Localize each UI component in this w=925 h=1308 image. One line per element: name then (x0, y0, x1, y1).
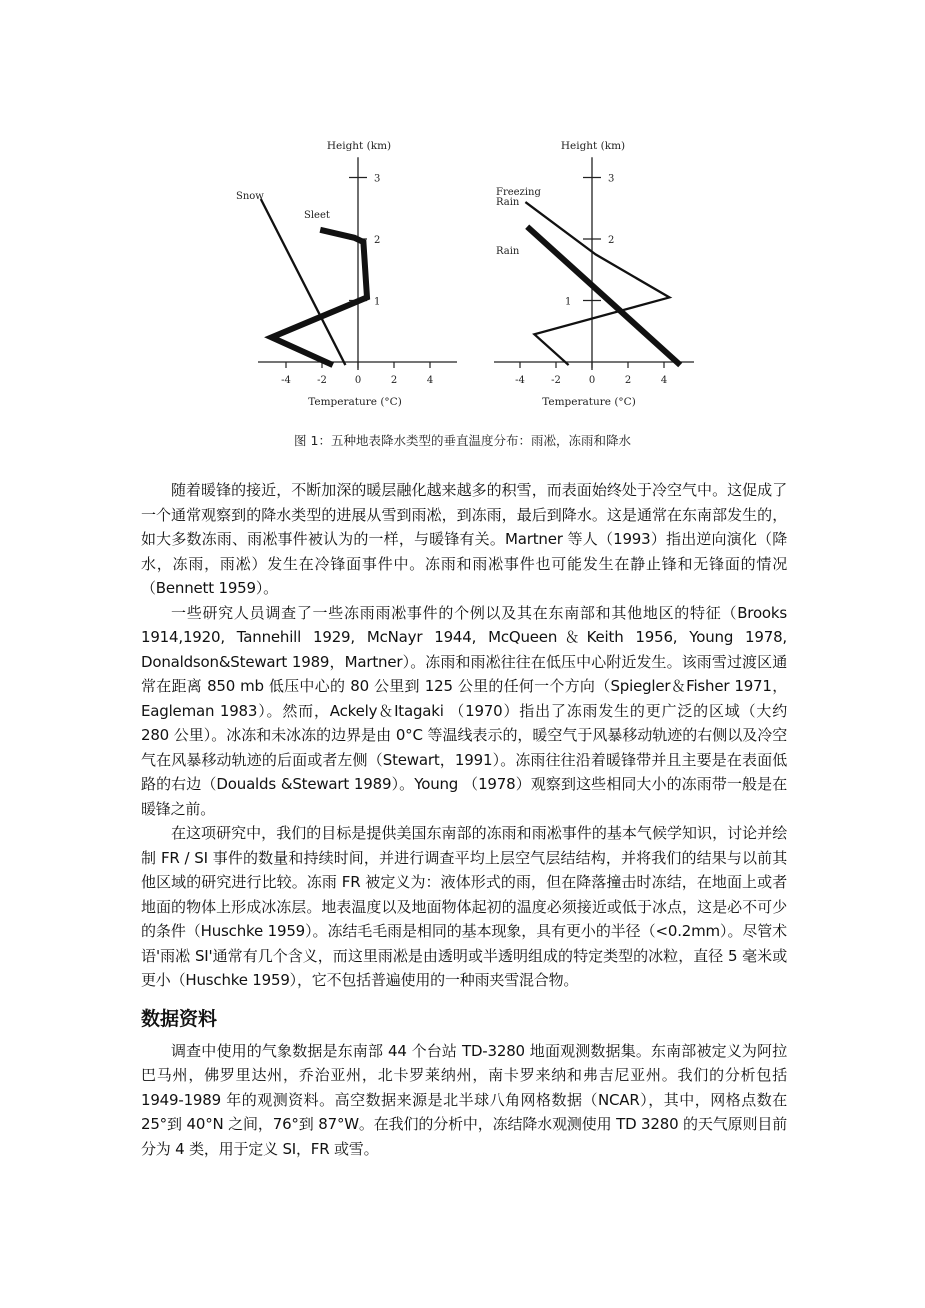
series-label: Sleet (304, 210, 330, 221)
x-tick-label: -2 (551, 375, 561, 386)
series-label: Rain (496, 246, 520, 257)
x-tick-label: -4 (515, 375, 525, 386)
paragraph: 一些研究人员调查了一些冻雨雨凇事件的个例以及其在东南部和其他地区的特征（Brooks 1914,1920, Tannehill 1929, McNayr 1944, McQueen＆Keith 1956, Young 1978, Donaldson&Stewart 1989，Martner）。冻雨和雨凇往往在低压中心附近发生。该雨雪过渡区通常在距离 850 mb 低压中心的 80 公里到 125 公里的任何一个方向（Spiegler＆Fisher 1971，Eagleman 1983）。然而，Ackely＆Itagaki （1970）指出了冻雨发生的更广泛的区域（大约 280 公里）。冰冻和未冰冻的边界是由 0°C 等温线表示的，暖空气于风暴移动轨迹的右侧以及冷空气在风暴移动轨迹的后面或者左侧（Stewart，1991）。冻雨往往沿着暖锋带并且主要是在表面低路的右边（Doualds &Stewart 1989）。Young （1978）观察到这些相同大小的冻雨带一般是在暖锋之前。 (141, 603, 787, 818)
y-tick-label: 3 (608, 173, 615, 185)
y-tick-label: 3 (374, 173, 381, 185)
y-tick-label: 1 (374, 296, 381, 308)
document-body (141, 478, 787, 1161)
x-tick-label: 2 (390, 375, 398, 386)
y-tick-label: 2 (374, 235, 381, 246)
x-tick-label: 0 (354, 375, 362, 386)
paragraph: 随着暖锋的接近，不断加深的暖层融化越来越多的积雪，而表面始终处于冷空气中。这促成了一个通常观察到的降水类型的进展从雪到雨凇，到冻雨，最后到降水。这是通常在东南部发生的，如大多数冻雨、雨凇事件被认为的一样，与暖锋有关。Martner 等人（1993）指出逆向演化（降水，冻雨，雨凇）发生在冷锋面事件中。冻雨和雨凇事件也可能发生在静止锋和无锋面的情况（Bennett 1959）。 (141, 481, 787, 597)
paragraph: 在这项研究中，我们的目标是提供美国东南部的冻雨和雨凇事件的基本气候学知识，讨论并绘制 FR / SI 事件的数量和持续时间，并进行调查平均上层空气层结结构，并将我们的结果与以前其他区域的研究进行比较。冻雨 FR 被定义为：液体形式的雨，但在降落撞击时冻结，在地面上或者地面的物体上形成冰冻层。地表温度以及地面物体起初的温度必须接近或低于冰点，这是必不可少的条件（Huschke 1959）。冻结毛毛雨是相同的基本现象，具有更小的半径（<0.2mm）。尽管术语'雨凇 SI'通常有几个含义，而这里雨凇是由透明或半透明组成的特定类型的冰粒，直径 5 毫米或更小（Huschke 1959），它不包括普遍使用的一种雨夹雪混合物。 (141, 824, 787, 989)
y-axis-label: Height (km) (560, 140, 626, 152)
series-label: Freezing (496, 187, 541, 198)
figure-caption: 图 1：五种地表降水类型的垂直温度分布：雨凇，冻雨和降水 (294, 433, 631, 448)
x-tick-label: -4 (281, 375, 291, 386)
x-tick-label: 2 (624, 375, 632, 386)
x-axis-label: Temperature (°C) (308, 396, 402, 408)
y-axis-label: Height (km) (326, 140, 392, 152)
series-line (527, 227, 680, 365)
series-line (525, 202, 669, 365)
x-tick-label: -2 (317, 375, 327, 386)
section-heading: 数据资料 (141, 1007, 218, 1030)
x-tick-label: 4 (660, 375, 668, 386)
series-label: Rain (496, 197, 520, 208)
y-tick-label: 1 (565, 296, 572, 308)
x-tick-label: 0 (588, 375, 596, 386)
y-tick-label: 2 (608, 235, 615, 246)
x-tick-label: 4 (426, 375, 434, 386)
temperature-profile-figure (220, 128, 710, 413)
paragraph: 调查中使用的气象数据是东南部 44 个台站 TD-3280 地面观测数据集。东南部被定义为阿拉巴马州，佛罗里达州，乔治亚州，北卡罗莱纳州，南卡罗来纳和弗吉尼亚州。我们的分析包括 1949-1989 年的观测资料。高空数据来源是北半球八角网格数据（NCAR），其中，网格点数在 25°到 40°N 之间，76°到 87°W。在我们的分析中，冻结降水观测使用 TD 3280 的天气原则目前分为 4 类，用于定义 SI，FR 或雪。 (141, 1041, 787, 1158)
x-axis-label: Temperature (°C) (542, 396, 636, 408)
series-label: Snow (236, 191, 264, 202)
